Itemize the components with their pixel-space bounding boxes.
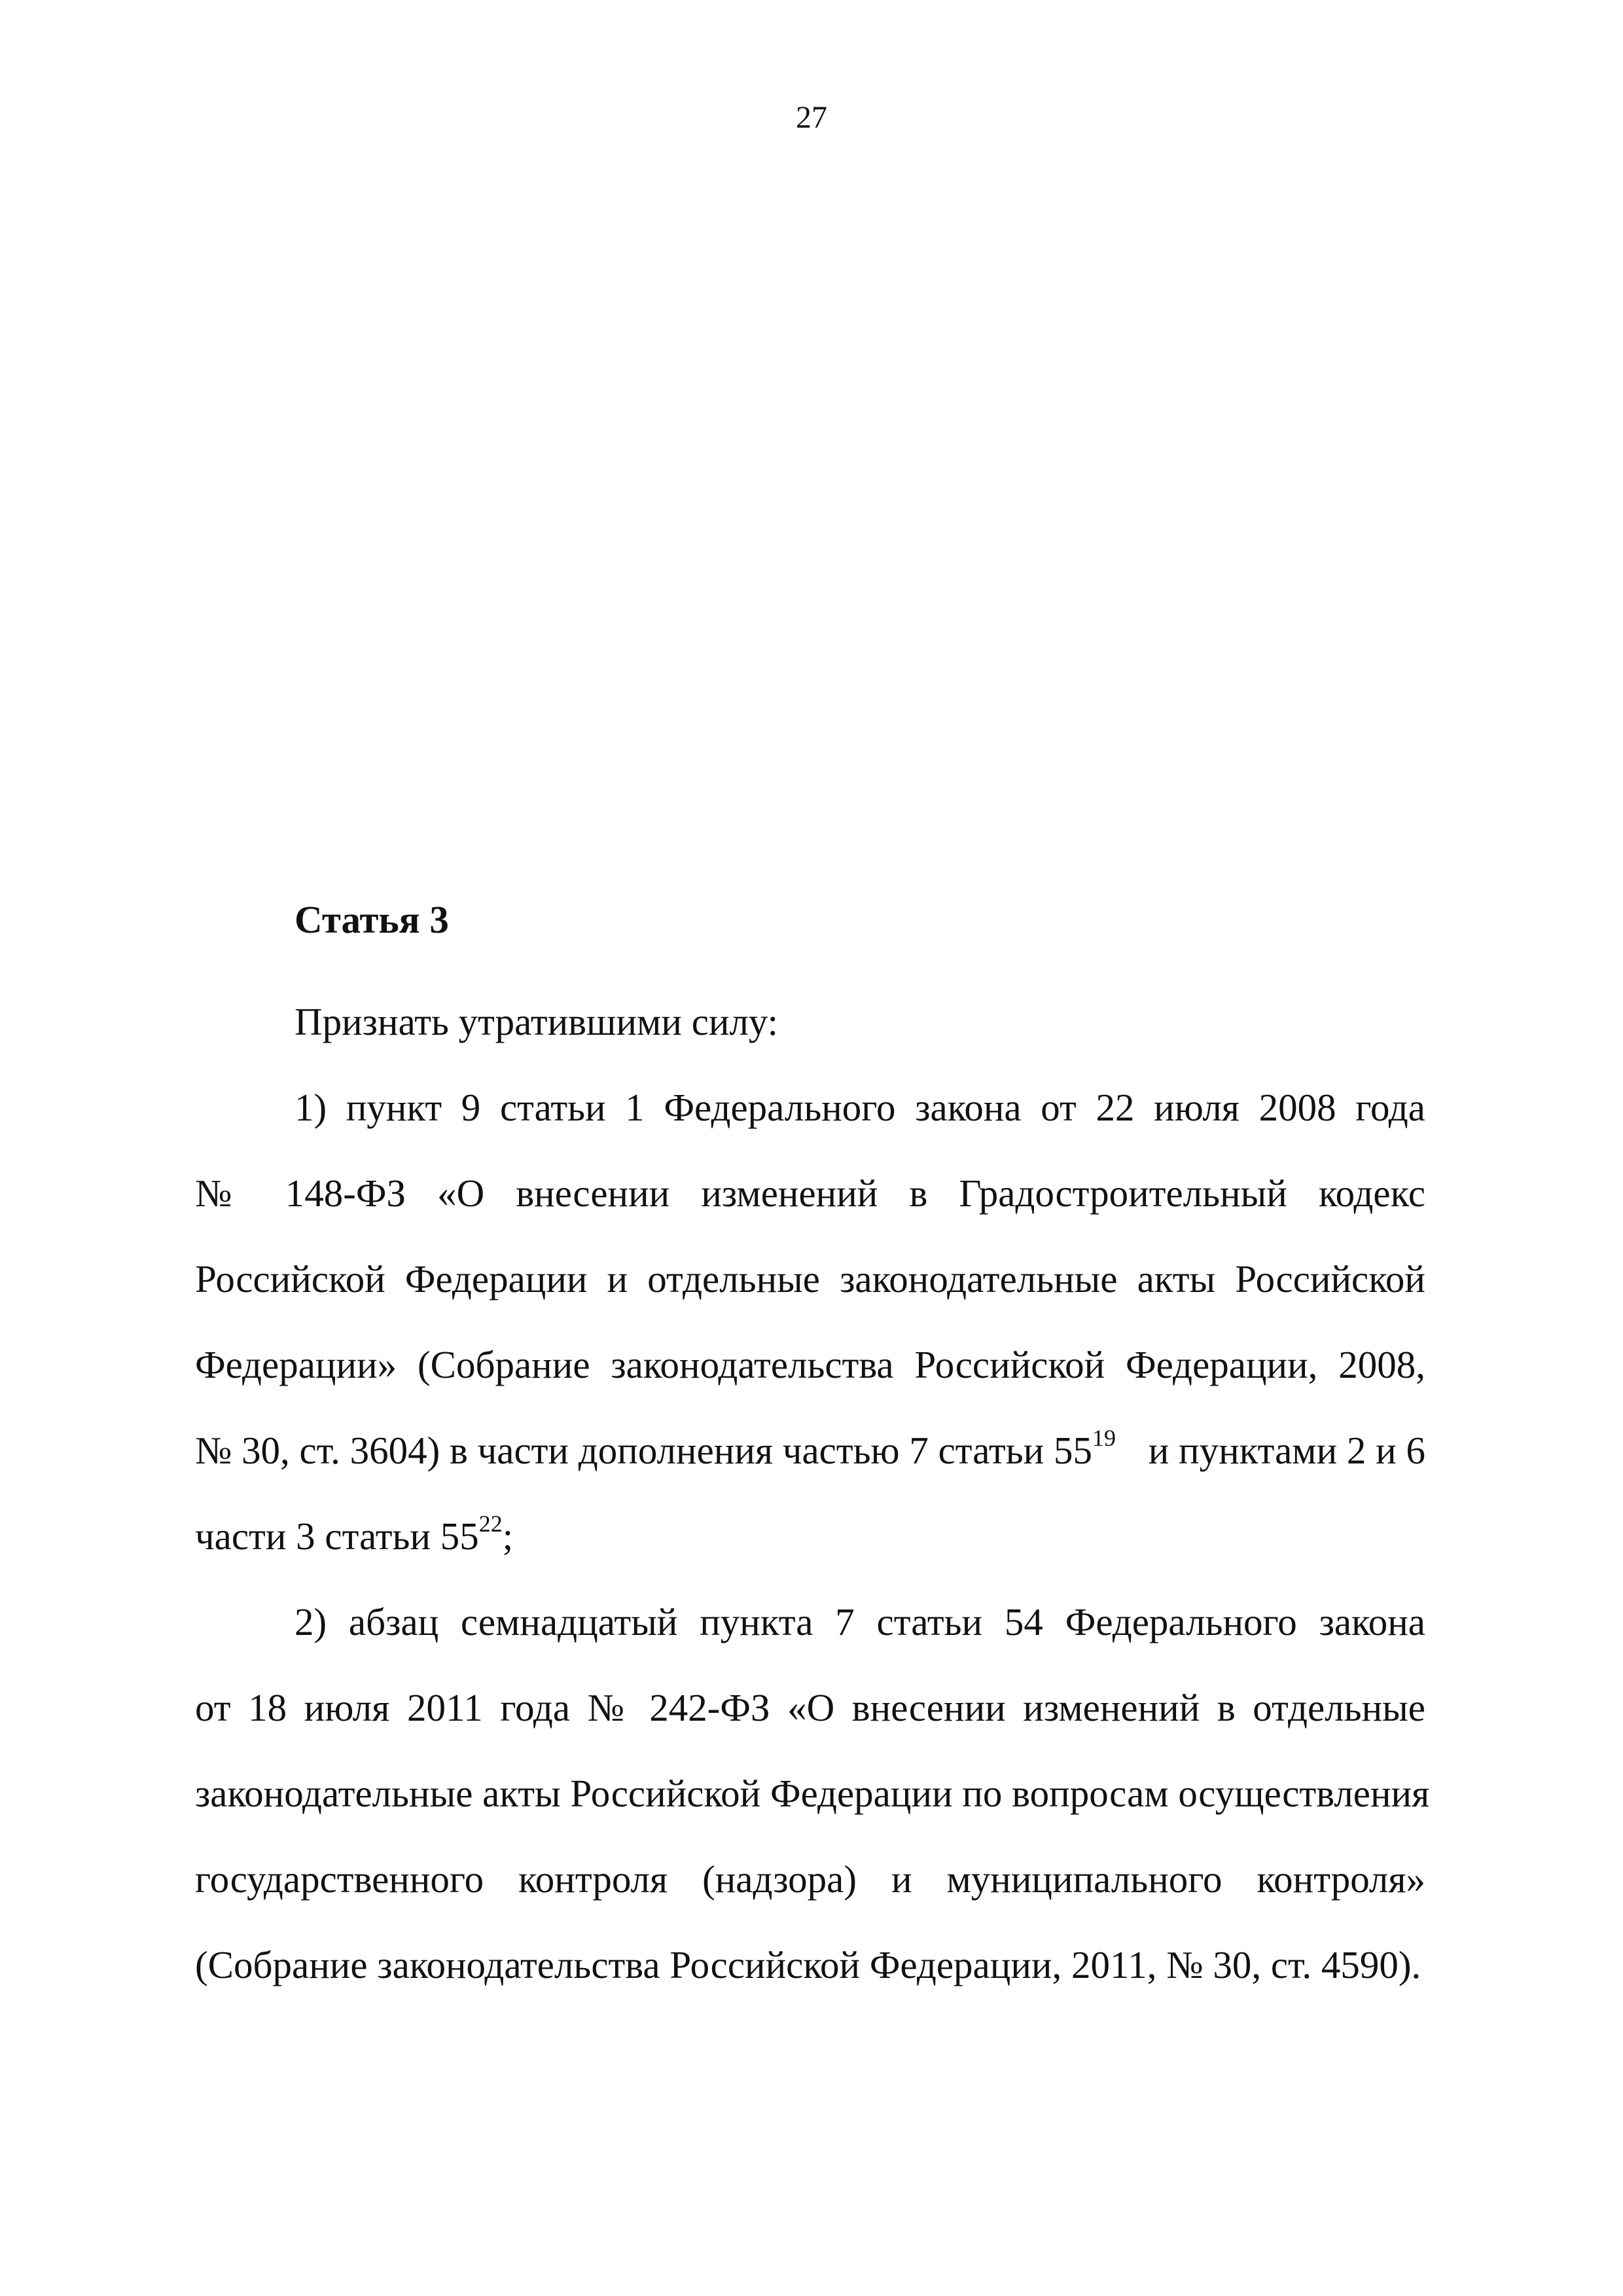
item1-line-3: Российской Федерации и отдельные законодательные акты Российской [195, 1257, 1425, 1300]
list-item-1 [195, 1065, 1425, 1579]
item1-line-5 [195, 1408, 1425, 1494]
item1-line-6-text: части 3 статьи 55 [195, 1515, 479, 1558]
item1-line-4: Федерации» (Собрание законодательства Российской Федерации, 2008, [195, 1343, 1425, 1386]
page-number: 27 [796, 100, 827, 135]
list-item-2 [195, 1579, 1430, 2008]
item2-line-5: (Собрание законодательства Российской Федерации, 2011, № 30, ст. 4590). [195, 1943, 1421, 1986]
item2-line-4: государственного контроля (надзора) и муниципального контроля» [195, 1857, 1425, 1901]
item2-line-3: законодательные акты Российской Федерации по вопросам осуществления [195, 1772, 1430, 1815]
item1-line-5-start [195, 1408, 1116, 1494]
item1-line-5-text: № 30, ст. 3604) в части дополнения частью 7 статьи 55 [195, 1429, 1092, 1472]
item2-line-2: от 18 июля 2011 года № 242-ФЗ «О внесении изменений в отдельные [195, 1686, 1425, 1729]
superscript-22: 22 [478, 1511, 503, 1537]
item1-line-6 [195, 1494, 1425, 1579]
superscript-19: 19 [1092, 1425, 1116, 1452]
item1-line-5-end: и пунктами 2 и 6 [1148, 1429, 1425, 1472]
article-intro: Признать утратившими силу: [294, 1000, 779, 1043]
item1-line-2: № 148-ФЗ «О внесении изменений в Градостроительный кодекс [195, 1172, 1425, 1215]
item1-line-6-end: ; [502, 1515, 514, 1558]
item2-line-1: 2) абзац семнадцатый пункта 7 статьи 54 Федерального закона [294, 1600, 1425, 1643]
article-heading: Статья 3 [294, 898, 449, 941]
item1-line-1: 1) пункт 9 статьи 1 Федерального закона от 22 июля 2008 года [294, 1086, 1425, 1129]
document-body [195, 890, 1430, 2008]
